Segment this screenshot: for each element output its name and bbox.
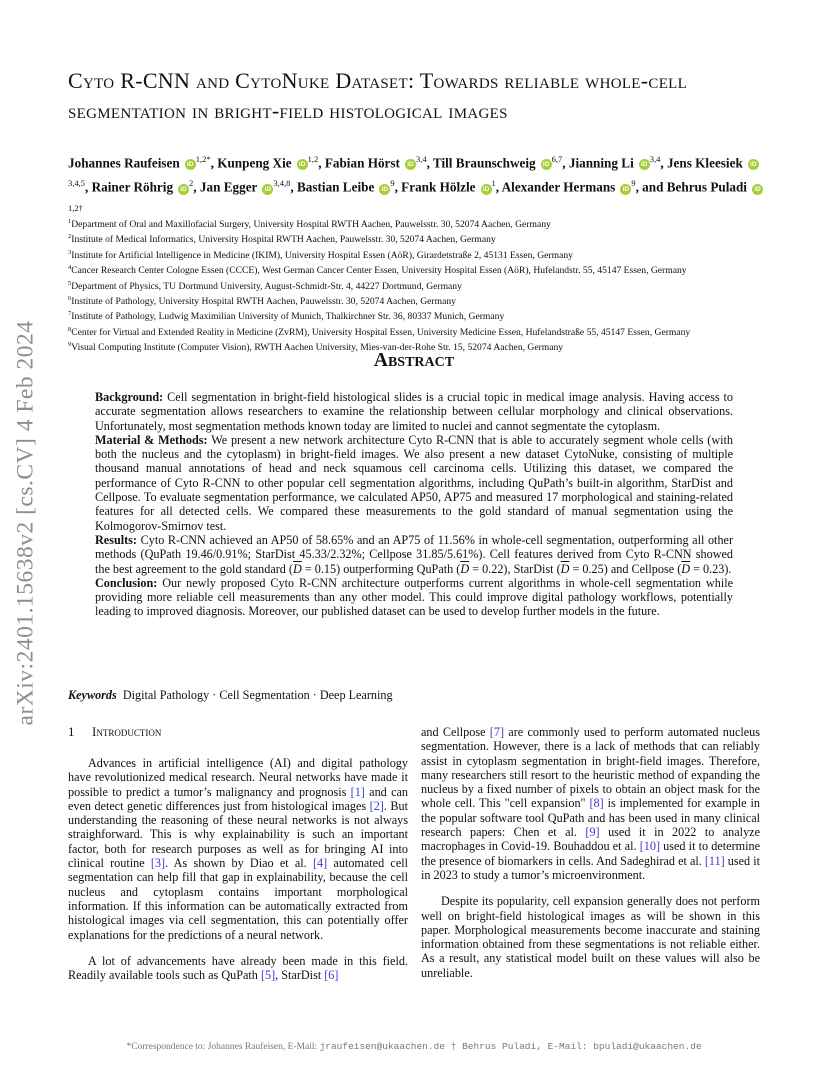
- affiliation-text: Institute of Pathology, University Hospital RWTH Aachen, Pauwelsstr. 30, 52074 Aachen, Germany: [71, 296, 456, 308]
- affiliation-text: Cancer Research Center Cologne Essen (CCCE), West German Cancer Center Essen, University Hospital Essen (AöR), Hufelandstr. 55, 45147 Essen, Germany: [71, 265, 687, 277]
- author-separator: ,: [426, 155, 433, 171]
- author-list: [68, 149, 766, 222]
- affiliation-number: 5: [68, 279, 72, 287]
- author-name: Jens Kleesiek: [666, 155, 743, 171]
- citation-link[interactable]: [8]: [589, 796, 604, 811]
- affiliation-number: 4: [68, 264, 72, 272]
- orcid-icon[interactable]: iD: [405, 159, 416, 170]
- affiliation-number: 7: [68, 310, 72, 318]
- results-text: = 0.22), StarDist (: [469, 561, 561, 576]
- author-name: Frank Hölzle: [401, 179, 476, 195]
- orcid-icon[interactable]: iD: [379, 184, 390, 195]
- author-name: Fabian Hörst: [324, 155, 400, 171]
- citation-link[interactable]: [6]: [324, 968, 339, 983]
- author-separator: ,: [660, 155, 667, 171]
- results-text: = 0.15) outperforming QuPath (: [301, 561, 461, 576]
- affiliation-text: Center for Virtual and Extended Reality in Medicine (ZvRM), University Hospital Essen, University Medicine Essen, Hufelandstraße 55, 45147 Essen, Germany: [71, 326, 691, 338]
- author-separator: ,: [562, 155, 569, 171]
- results-label: Results:: [95, 532, 137, 547]
- results-text: Cyto R-CNN achieved an AP50 of 58.65% and an AP75 of 11.56% in whole-cell segmentation, outperforming all other methods (QuPath 19.46/0.91%; StarDist 45.33/2.32%; Cellpose 31.85/5.61%). Cell features derived from Cyto R-CNN showed the best agreement to the gold standard (: [95, 532, 734, 576]
- paragraph-text: . But understanding the reasoning of these neural networks is not always straighforward. This is why explainability is such an important factor, both for research purposes as well as for bringing AI into clinical routine: [68, 798, 409, 871]
- author-name: Alexander Hermans: [501, 179, 616, 195]
- abstract-body: [95, 390, 733, 619]
- email-link[interactable]: bpuladi@ukaachen.de: [593, 1041, 702, 1052]
- affiliation-text: Visual Computing Institute (Computer Vision), RWTH Aachen University, Mies-van-der-Rohe Str. 15, 52074 Aachen, Germany: [71, 342, 564, 354]
- affiliation-item: [68, 247, 768, 262]
- section-heading-introduction: [68, 724, 161, 740]
- author-name: and Behrus Puladi: [642, 179, 747, 195]
- intro-paragraph-2: [68, 954, 408, 983]
- affiliation-item: [68, 216, 768, 231]
- d-symbol: $\overline{D}$: [292, 561, 302, 576]
- author-separator: ,: [193, 179, 200, 195]
- author-affiliation-marker: 3,4,8: [273, 178, 291, 189]
- orcid-icon[interactable]: iD: [541, 159, 552, 170]
- author-name: Kunpeng Xie: [217, 155, 292, 171]
- author-name: Till Braunschweig: [432, 155, 536, 171]
- author-name: Johannes Raufeisen: [68, 155, 180, 171]
- abstract-background: [95, 390, 733, 433]
- results-text: = 0.25) and Cellpose (: [569, 561, 682, 576]
- author-affiliation-marker: 2: [189, 178, 194, 189]
- paragraph-text: is implemented for example in the popular software tool QuPath and has been used in many clinical research papers: Chen et al.: [421, 796, 760, 840]
- author-affiliation-marker: 9: [631, 178, 636, 189]
- affiliation-text: Institute of Medical Informatics, University Hospital RWTH Aachen, Pauwelsstr. 30, 52074 Aachen, Germany: [71, 234, 496, 246]
- citation-link[interactable]: [7]: [489, 725, 505, 739]
- orcid-icon[interactable]: iD: [262, 184, 273, 195]
- paper-title: [68, 66, 768, 126]
- paragraph-text: and Cellpose: [421, 725, 490, 739]
- results-text: = 0.23).: [690, 561, 732, 576]
- abstract-conclusion: [95, 576, 733, 619]
- citation-link[interactable]: [4]: [312, 856, 328, 871]
- author-name: Rainer Röhrig: [91, 179, 174, 195]
- affiliation-text: Department of Oral and Maxillofacial Surgery, University Hospital RWTH Aachen, Pauwelsstr. 30, 52074 Aachen, Germany: [71, 219, 551, 231]
- author-affiliation-marker: 3,4,5: [68, 178, 85, 189]
- affiliation-item: [68, 324, 768, 339]
- orcid-icon[interactable]: iD: [752, 184, 763, 195]
- author-affiliation-marker: 1,2: [307, 154, 319, 164]
- author-affiliation-marker: 3,4: [415, 154, 427, 164]
- d-symbol: $\overline{D}$: [560, 561, 570, 576]
- author-separator: ,: [635, 179, 643, 195]
- citation-link[interactable]: [2]: [369, 798, 384, 813]
- affiliation-item: [68, 308, 768, 323]
- affiliation-text: Institute for Artificial Intelligence in Medicine (IKIM), University Hospital Essen (AöR), Girardetstraße 2, 45131 Essen, Germany: [71, 249, 573, 261]
- affiliation-number: 3: [68, 248, 72, 256]
- affiliation-text: Department of Physics, TU Dortmund University, August-Schmidt-Str. 4, 44227 Dortmund, Germany: [71, 280, 462, 292]
- d-symbol: $\overline{D}$: [681, 561, 691, 576]
- correspondence-footnote: [0, 1041, 828, 1052]
- citation-link[interactable]: [5]: [260, 968, 276, 983]
- left-column: [68, 756, 408, 982]
- keywords-label: Keywords: [68, 688, 117, 702]
- citation-link[interactable]: [3]: [150, 856, 166, 871]
- paragraph-text: used it in 2022 to analyze macrophages in Covid-19. Bouhaddou et al.: [421, 825, 760, 854]
- keywords-text: Digital Pathology · Cell Segmentation · Deep Learning: [122, 688, 393, 702]
- methods-text: We present a new network architecture Cyto R-CNN that is able to accurately segment whole cells (with both the nucleus and the cytoplasm) in bright-field images. We also present a new dataset CytoNuke, consisting of multiple thousand manual annotations of head and neck squamous cell carcinoma cells. Utilizing this dataset, we compared the performance of Cyto R-CNN to other popular cell segmentation algorithms, including QuPath’s built-in algorithm, StarDist and Cellpose. To evaluate segmentation performance, we calculated AP50, AP75 and measured 17 morphological and staining-related features for all detected cells. We compared these measurements to the gold standard of manual segmentation using the Kolmogorov-Smirnov test.: [95, 432, 734, 533]
- author-name: Jan Egger: [199, 179, 258, 195]
- title-line-1: Cyto R-CNN and CytoNuke Dataset: Towards reliable whole-cell: [68, 68, 688, 93]
- paragraph-text: are commonly used to perform automated nucleus segmentation. However, there is a lack of methods that can reliably assist in cytoplasm segmentation in bright-field images. Therefore, many researchers still resort to the heuristic method of expanding the nucleus by a fixed number of pixels to obtain an object mask for the whole cell. This "cell expansion": [421, 725, 760, 811]
- conclusion-label: Conclusion:: [95, 575, 158, 590]
- paragraph-text: automated cell segmentation can help fill that gap in explainability, because the cell nucleus and cytoplasm contains important morphological information. If this information can be automatically extracted from histological images via cell segmentation, this can potentially offer explanations for the predictions of a neural network.: [68, 856, 409, 942]
- section-title: Introduction: [92, 724, 162, 739]
- abstract-results: [95, 533, 733, 576]
- background-label: Background:: [95, 390, 164, 404]
- conclusion-text: Our newly proposed Cyto R-CNN architecture outperforms current algorithms in whole-cell segmentation while providing more reliable cell measurements than any other model. This could improve digital pathology workflows, potentially leading to improved diagnosis. Moreover, our published dataset can be used to develop further models in the future.: [95, 575, 734, 619]
- keywords: [68, 688, 393, 703]
- title-line-2: segmentation in bright-field histological images: [68, 98, 508, 123]
- author-separator: ,: [318, 155, 325, 171]
- paragraph-text: A lot of advancements have already been made in this field. Readily available tools such as QuPath: [68, 953, 408, 983]
- orcid-icon[interactable]: iD: [185, 159, 196, 170]
- affiliation-item: [68, 278, 768, 293]
- citation-link[interactable]: [1]: [350, 784, 365, 799]
- author-separator: ,: [85, 179, 92, 195]
- orcid-icon[interactable]: iD: [178, 184, 189, 195]
- orcid-icon[interactable]: iD: [620, 184, 631, 195]
- author-separator: ,: [290, 179, 297, 195]
- affiliation-item: [68, 262, 768, 277]
- section-number: 1: [68, 724, 75, 739]
- citation-link[interactable]: [9]: [585, 825, 600, 840]
- intro-paragraph-2-continued: [421, 725, 760, 882]
- orcid-icon[interactable]: iD: [639, 159, 650, 170]
- d-symbol: $\overline{D}$: [460, 561, 470, 576]
- intro-paragraph-1: [68, 756, 408, 942]
- paragraph-gap: [68, 942, 408, 954]
- citation-link[interactable]: [10]: [639, 839, 661, 854]
- author-affiliation-marker: 6,7: [551, 154, 563, 164]
- author-affiliation-marker: 1: [491, 178, 496, 189]
- citation-link[interactable]: [11]: [704, 853, 725, 868]
- author-affiliation-marker: 9: [390, 178, 395, 189]
- footnote-text: *Correspondence to: Johannes Raufeisen, E-Mail:: [126, 1042, 320, 1052]
- paragraph-text: used it in 2023 to study a tumor’s microenvironment.: [421, 853, 760, 882]
- paragraph-text: , StarDist: [275, 968, 325, 983]
- abstract-methods: [95, 433, 733, 533]
- abstract-heading: Abstract: [373, 350, 455, 371]
- author-affiliation-marker: 3,4: [649, 154, 661, 164]
- affiliation-item: [68, 293, 768, 308]
- author-affiliation-marker: 1,2*: [195, 154, 211, 164]
- paragraph-text: and can even detect genetic differences just from histological images: [68, 784, 408, 813]
- orcid-icon[interactable]: iD: [481, 184, 492, 195]
- affiliation-number: 9: [68, 341, 72, 349]
- paragraph-text: used it to determine the presence of biomarkers in cells. And Sadeghirad et al.: [421, 839, 760, 868]
- email-link[interactable]: jraufeisen@ukaachen.de: [319, 1041, 445, 1052]
- paragraph-text: Advances in artificial intelligence (AI) and digital pathology have revolutionized medical research. Neural networks have made it possible to predict a tumor’s malignancy and prognosis: [68, 756, 408, 799]
- arxiv-identifier-text: arXiv:2401.15638v2 [cs.CV] 4 Feb 2024: [12, 320, 39, 726]
- author-separator: ,: [210, 155, 218, 171]
- affiliation-number: 1: [68, 218, 72, 225]
- author-name: Bastian Leibe: [297, 179, 375, 195]
- methods-label: Material & Methods:: [95, 432, 208, 447]
- affiliation-number: 8: [68, 325, 72, 333]
- affiliation-number: 6: [68, 294, 72, 302]
- affiliation-number: 2: [68, 233, 72, 241]
- affiliation-text: Institute of Pathology, Ludwig Maximilian University of Munich, Thalkirchner Str. 36, 80337 Munich, Germany: [71, 311, 505, 323]
- orcid-icon[interactable]: iD: [748, 159, 759, 170]
- author-name: Jianning Li: [568, 155, 634, 171]
- background-text: Cell segmentation in bright-field histological slides is a crucial topic in medical image analysis. Having access to accurate segmentation allows researchers to examine the relationship between cellular morphology and clinical observations. Unfortunately, most segmentation methods known today are limited to nuclei and cannot segmentate the cytoplasm.: [95, 390, 734, 433]
- paragraph-gap: [421, 882, 760, 894]
- author-separator: ,: [394, 179, 402, 195]
- affiliation-item: [68, 231, 768, 246]
- intro-paragraph-3: Despite its popularity, cell expansion generally does not perform well on bright-field histological images as will be shown in this paper. Morphological measurements become inaccurate and staining information obtained from these segmentations is not reliable either. As a result, any statistical model built on these values will also be unreliable.: [421, 894, 760, 980]
- paragraph-text: . As shown by Diao et al.: [165, 856, 313, 871]
- author-separator: ,: [495, 179, 502, 195]
- author-affiliation-marker: 1,2†: [68, 202, 83, 213]
- orcid-icon[interactable]: iD: [297, 159, 308, 170]
- footnote-text: † Behrus Puladi, E-Mail:: [444, 1041, 594, 1052]
- right-column: [421, 725, 760, 980]
- affiliation-list: [68, 216, 768, 355]
